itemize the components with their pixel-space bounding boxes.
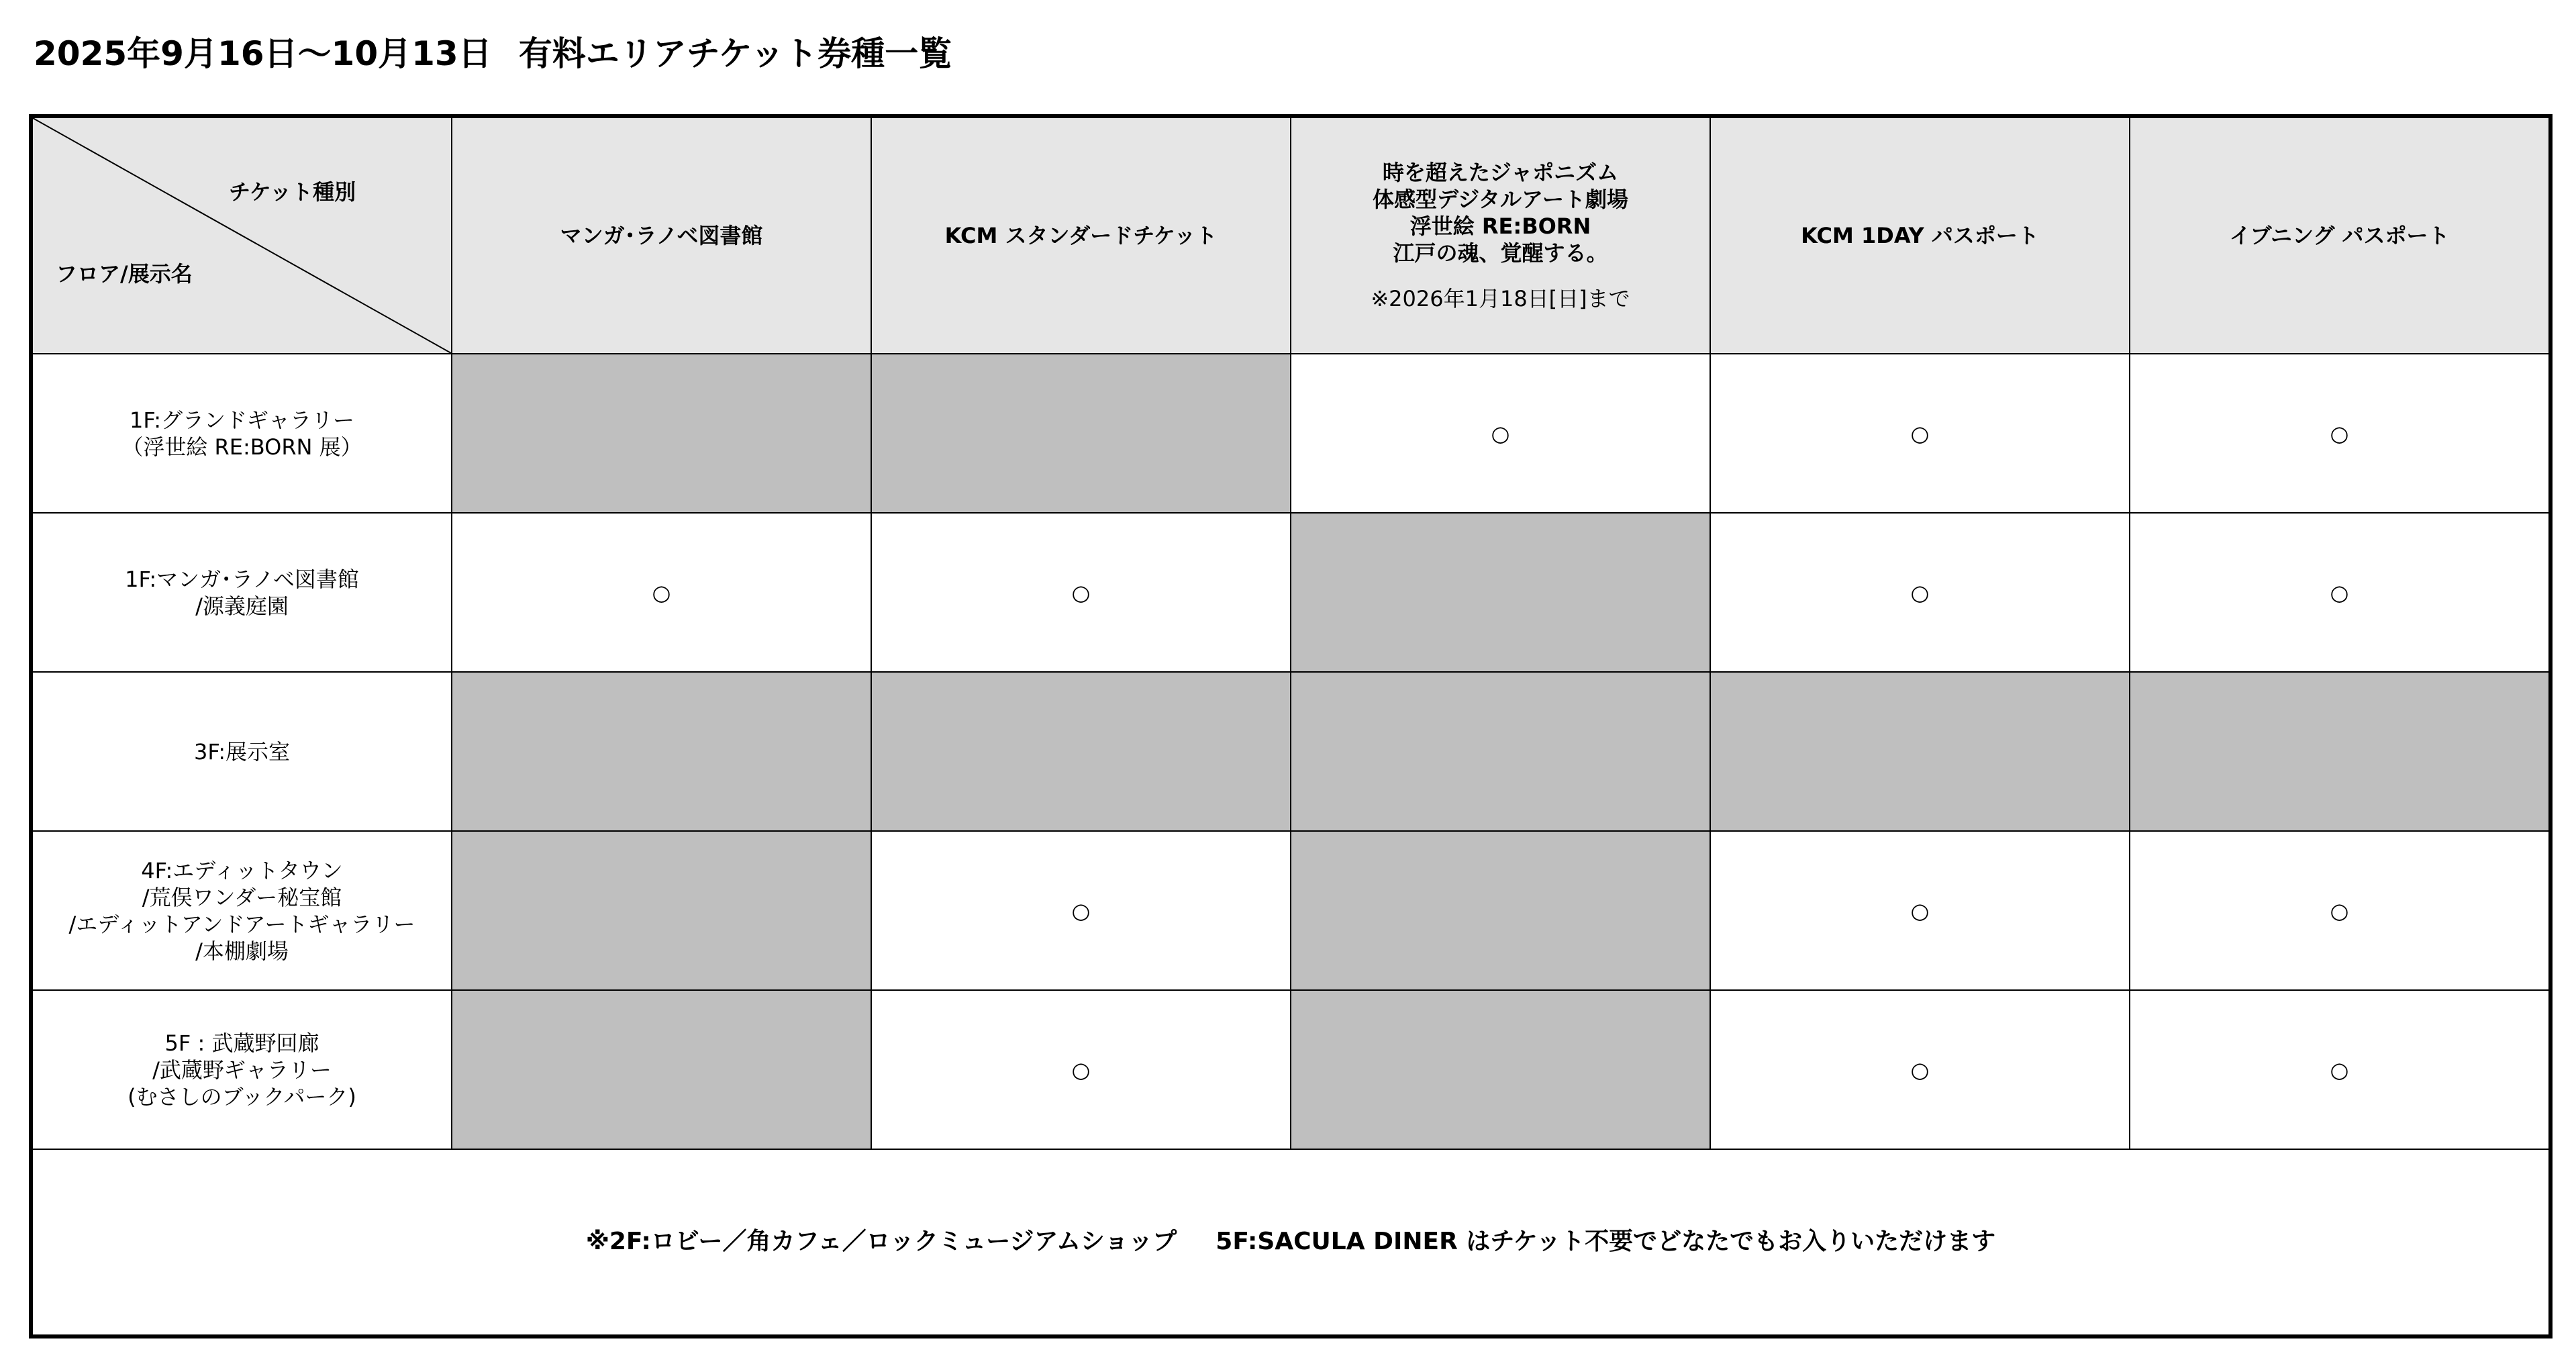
row-header-4f-edit-town	[33, 831, 452, 990]
row-header-line: 1F:マンガ･ラノベ図書館	[125, 566, 359, 592]
cell-available: ○	[1710, 513, 2130, 672]
cell-available: ○	[871, 831, 1291, 990]
footer-note	[33, 1144, 2548, 1334]
cell-available: ○	[2130, 513, 2548, 672]
column-header-line: イブニング パスポート	[2229, 223, 2450, 248]
cell-available: ○	[1710, 354, 2130, 513]
cell-available: ○	[2130, 831, 2548, 990]
row-header-1f-manga-library	[33, 513, 452, 672]
column-header-manga-library	[452, 118, 871, 354]
column-header-line: 時を超えたジャポニズム	[1382, 160, 1619, 185]
row-header-line: /エディットアンドアートギャラリー	[68, 911, 415, 937]
column-header-evening-passport	[2130, 118, 2548, 354]
diagonal-divider	[33, 118, 451, 353]
footer-note-part1: ※2F:ロビー／角カフェ／ロックミュージアムショップ	[585, 1227, 1177, 1255]
corner-header-cell	[33, 118, 452, 354]
row-header-5f-musashino-corridor	[33, 990, 452, 1149]
cell-unavailable	[1291, 831, 1710, 990]
column-header-note: ※2026年1月18日[日]まで	[1371, 286, 1630, 311]
title-date: 2025年9月16日～10月13日	[34, 34, 492, 73]
floor-name-label: フロア/展示名	[56, 261, 193, 287]
column-header-1day-passport	[1710, 118, 2130, 354]
column-header-standard-ticket	[871, 118, 1291, 354]
title-name: 有料エリアチケット券種一覧	[518, 34, 952, 73]
cell-unavailable	[871, 672, 1291, 831]
cell-unavailable	[1710, 672, 2130, 831]
row-header-line: 4F:エディットタウン	[141, 857, 343, 883]
row-header-line: 3F:展示室	[193, 738, 291, 765]
column-header-line: 江戸の魂、覚醒する。	[1393, 240, 1608, 266]
cell-unavailable	[1291, 513, 1710, 672]
cell-unavailable	[452, 672, 871, 831]
row-header-line: /本棚劇場	[195, 938, 289, 964]
cell-available: ○	[871, 990, 1291, 1149]
table-row	[33, 513, 2548, 672]
row-header-3f-exhibition-room	[33, 672, 452, 831]
table-row	[33, 672, 2548, 831]
row-header-line: /源義庭園	[195, 593, 289, 619]
column-header-line: KCM スタンダードチケット	[944, 223, 1218, 248]
cell-available: ○	[871, 513, 1291, 672]
column-header-digital-art-theater	[1291, 118, 1710, 354]
cell-unavailable	[452, 990, 871, 1149]
footer-note-part2: 5F:SACULA DINER はチケット不要でどなたでもお入りいただけます	[1216, 1227, 1996, 1255]
column-header-line: 体感型デジタルアート劇場	[1372, 187, 1629, 212]
row-header-line: 1F:グランドギャラリー	[129, 407, 355, 433]
cell-available: ○	[2130, 354, 2548, 513]
table-row	[33, 831, 2548, 990]
page-title	[34, 27, 952, 75]
header-row	[33, 118, 2548, 354]
column-header-line: マンガ･ラノベ図書館	[560, 223, 763, 248]
cell-unavailable	[452, 354, 871, 513]
row-header-line: (むさしのブックパーク)	[128, 1083, 356, 1110]
row-header-line: /荒俣ワンダー秘宝館	[142, 884, 342, 910]
column-header-line: 浮世絵 RE:BORN	[1409, 213, 1591, 239]
row-header-1f-grand-gallery	[33, 354, 452, 513]
cell-available: ○	[2130, 990, 2548, 1149]
row-header-line: /武蔵野ギャラリー	[152, 1057, 332, 1083]
table-row	[33, 354, 2548, 513]
cell-available: ○	[452, 513, 871, 672]
ticket-table	[33, 118, 2548, 1150]
cell-available: ○	[1291, 354, 1710, 513]
cell-unavailable	[452, 831, 871, 990]
column-header-line: KCM 1DAY パスポート	[1801, 223, 2039, 248]
ticket-table-frame	[29, 114, 2553, 1338]
cell-unavailable	[1291, 672, 1710, 831]
cell-available: ○	[1710, 831, 2130, 990]
table-row	[33, 990, 2548, 1149]
ticket-type-label: チケット種別	[229, 179, 356, 205]
row-header-line: （浮世絵 RE:BORN 展）	[121, 434, 362, 460]
cell-available: ○	[1710, 990, 2130, 1149]
row-header-line: 5F : 武蔵野回廊	[164, 1030, 319, 1056]
cell-unavailable	[1291, 990, 1710, 1149]
cell-unavailable	[2130, 672, 2548, 831]
cell-unavailable	[871, 354, 1291, 513]
